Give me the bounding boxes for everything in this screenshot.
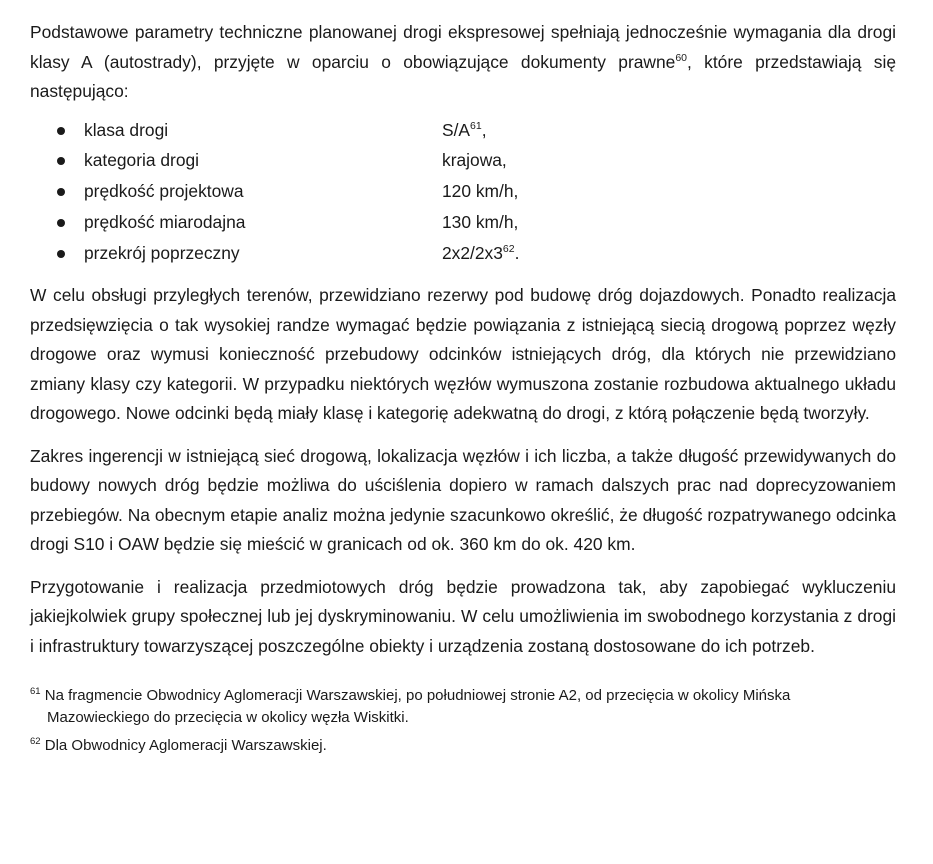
parameter-value: krajowa, xyxy=(442,150,507,171)
parameter-label: kategoria drogi xyxy=(84,150,200,171)
bullet-icon xyxy=(57,127,65,135)
footnote-61 xyxy=(30,685,896,729)
parameter-value xyxy=(442,115,487,146)
footnote-text: Dla Obwodnicy Aglomeracji Warszawskiej. xyxy=(44,737,327,755)
bullet-icon xyxy=(57,188,65,196)
intro-text: Podstawowe parametry techniczne planowanej drogi ekspresowej spełniają jednocześnie wymagania dla drogi klasy A (autostrady), przyjęte w oparciu o obowiązujące dokumenty prawne xyxy=(30,22,896,72)
list-item xyxy=(30,115,896,146)
intro-tail: , które przedstawiają się następująco: xyxy=(30,51,896,101)
list-item xyxy=(30,238,896,269)
intro-paragraph xyxy=(30,18,896,107)
bullet-icon xyxy=(57,250,65,258)
body-paragraph-scope: Zakres ingerencji w istniejącą sieć drogową, lokalizacja węzłów i ich liczba, a także długość przewidywanych do budowy nowych dróg będzie możliwa do uściślenia dopiero w ramach dalszych prac nad doprecyzowaniem przebiegów. Na obecnym etapie analiz można jedynie szacunkowo określić, że długość rozpatrywanego odcinka drogi S10 i OAW będzie się mieścić w granicach od ok. 360 km do ok. 420 km. xyxy=(30,445,896,555)
parameter-list xyxy=(30,115,896,269)
body-paragraph-access-roads: W celu obsługi przyległych terenów, przewidziano rezerwy pod budowę dróg dojazdowych. Ponadto realizacja przedsięwzięcia o tak wysokiej randze wymagać będzie powiązania z istniejącą siecią drogową poprzez węzły drogowe oraz wymusi konieczność przebudowy odcinków istniejących dróg, dla których nie przewidziano zmiany klasy czy kategorii. W przypadku niektórych węzłów wymuszona zostanie rozbudowa aktualnego układu drogowego. Nowe odcinki będą miały klasę i kategorię adekwatną do drogi, z którą połączenie będą tworzyły. xyxy=(30,285,896,424)
parameter-label: przekrój poprzeczny xyxy=(84,242,240,263)
footnote-ref-61[interactable]: 61 xyxy=(470,119,482,132)
footnote-62 xyxy=(30,735,896,757)
footnote-ref-60[interactable]: 60 xyxy=(675,51,688,64)
list-item xyxy=(30,176,896,207)
parameter-value-text: 2x2/2x3 xyxy=(442,242,503,263)
parameter-value: 120 km/h, xyxy=(442,181,519,202)
document-page xyxy=(30,18,896,763)
parameter-value-suffix: , xyxy=(481,119,487,140)
bullet-icon xyxy=(57,219,65,227)
parameter-label: klasa drogi xyxy=(84,119,169,140)
list-item xyxy=(30,145,896,176)
parameter-value xyxy=(442,238,519,269)
footnote-text: Na fragmencie Obwodnicy Aglomeracji Warszawskiej, po południowej stronie A2, od przecięcia w okolicy Mińska Mazowieckiego do przecięcia w okolicy węzła Wiskitki. xyxy=(44,687,791,727)
list-item xyxy=(30,207,896,238)
body-paragraph-inclusion: Przygotowanie i realizacja przedmiotowych dróg będzie prowadzona tak, aby zapobiegać wykluczeniu jakiejkolwiek grupy społecznej lub jej dyskryminowaniu. W celu umożliwienia im swobodnego korzystania z drogi i infrastruktury towarzyszącej poszczególne obiekty i urządzenia zostaną dostosowane do ich potrzeb. xyxy=(30,576,896,656)
parameter-label: prędkość projektowa xyxy=(84,181,244,202)
parameter-label: prędkość miarodajna xyxy=(84,211,246,232)
footnote-number: 62 xyxy=(30,736,41,748)
footnote-ref-62[interactable]: 62 xyxy=(502,242,515,255)
parameter-value-suffix: . xyxy=(514,242,520,263)
parameter-value: 130 km/h, xyxy=(442,211,519,232)
footnotes xyxy=(30,685,896,757)
bullet-icon xyxy=(57,157,65,165)
footnote-number: 61 xyxy=(30,686,41,698)
parameter-value-text: S/A xyxy=(442,119,471,140)
